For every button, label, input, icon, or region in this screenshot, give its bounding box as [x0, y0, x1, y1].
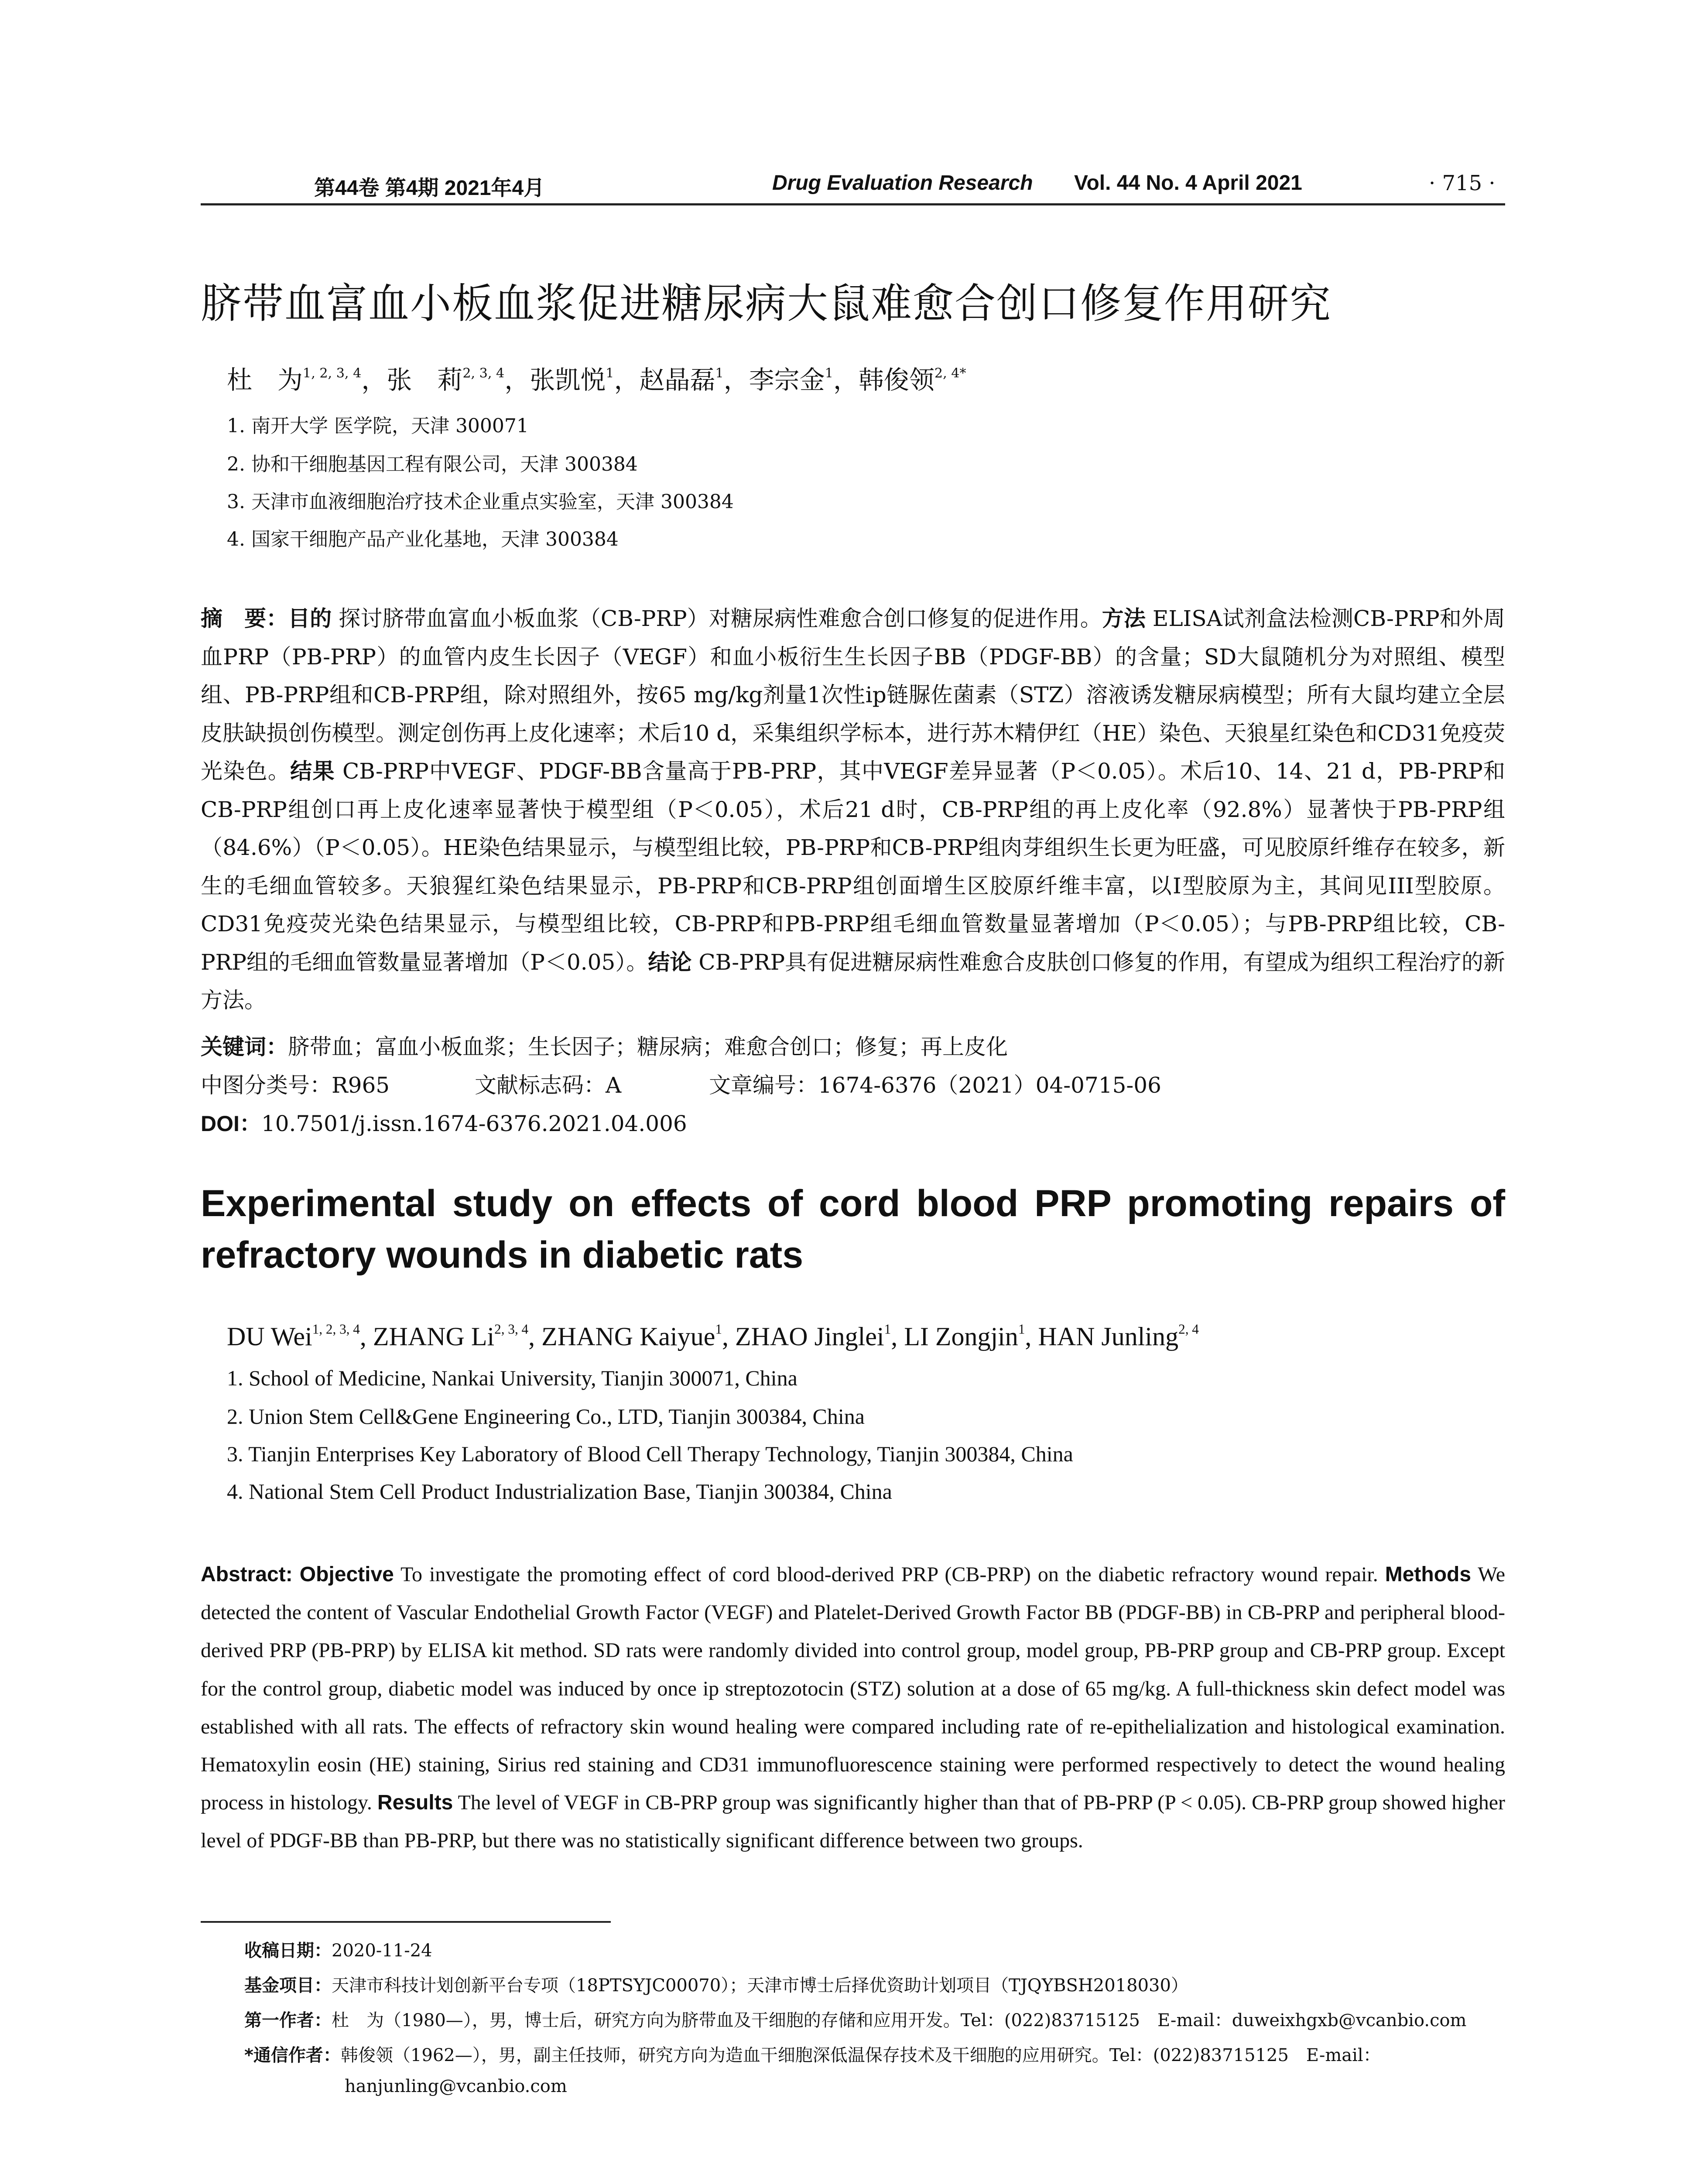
clc-label: 中图分类号： [201, 1073, 332, 1098]
abstract-chinese [201, 600, 1505, 1020]
footnote-fund [244, 1972, 1188, 1996]
author-affil: 1 [715, 366, 724, 381]
author-affil: 1, 2, 3, 4 [303, 366, 362, 381]
author-affil: 2, 3, 4 [494, 1321, 529, 1337]
footnote-first-author [244, 2007, 1466, 2031]
author-name: 张 莉 [387, 365, 463, 395]
author-affil: 1, 2, 3, 4 [312, 1321, 360, 1337]
author-name: ZHANG Li [373, 1322, 495, 1351]
corr-label: *通信作者： [244, 2045, 341, 2065]
author-name: 赵晶磊 [639, 365, 715, 395]
fund-value: 天津市科技计划创新平台专项（18PTSYJC00070）；天津市博士后择优资助计划项目（TJQYBSH2018030） [332, 1976, 1188, 1996]
author-name: DU Wei [227, 1322, 312, 1351]
authors-english: DU Wei$^{1, 2, 3, 4}$, ZHANG Li$^{2, 3, 4}$, ZHANG Kaiyue$^1$, ZHAO Jinglei$^1$, LI Zongjin$^1$, HAN Junling$^{2, 4}$ [227, 1321, 1199, 1351]
title-chinese: 脐带血富血小板血浆促进糖尿病大鼠难愈合创口修复作用研究 [201, 280, 1332, 328]
title-english: Experimental study on effects of cord blood PRP promoting repairs of refractory wounds in diabetic rats [201, 1183, 1505, 1276]
author-name: 韩俊领 [858, 365, 934, 395]
objective-label: Objective [299, 1563, 394, 1586]
author-affil: 1 [715, 1321, 722, 1337]
header-journal: Drug Evaluation Research [772, 171, 1033, 195]
clc-value: R965 [332, 1073, 390, 1098]
received-value: 2020-11-24 [332, 1941, 432, 1961]
keywords-label: 关键词： [201, 1034, 288, 1060]
affiliation-zh: 3. 天津市血液细胞治疗技术企业重点实验室，天津 300384 [227, 491, 734, 513]
header-rule [201, 203, 1505, 205]
author-affil: 1 [606, 366, 614, 381]
author-name: 张凯悦 [530, 365, 606, 395]
fund-label: 基金项目： [244, 1976, 332, 1996]
results-text: CB-PRP中VEGF、PDGF-BB含量高于PB-PRP，其中VEGF差异显著（P＜0.05）。术后10、14、21 d，PB-PRP和CB-PRP组创口再上皮化速率显著快于模型组（P＜0.05），术后21 d时，CB-PRP组的再上皮化率（92.8%）显著快于PB-PRP组（84.6%）（P＜0.05）。HE染色结果显示，与模型组比较，PB-PRP和CB-PRP组肉芽组织生长更为旺盛，可见胶原纤维存在较多，新生的毛细血管较多。天狼猩红染色结果显示，PB-PRP和CB-PRP组创面增生区胶原纤维丰富，以I型胶原为主，其间见III型胶原。CD31免疫荧光染色结果显示，与模型组比较，CB-PRP和PB-PRP组毛细血管数量显著增加（P＜0.05）；与PB-PRP组比较，CB-PRP组的毛细血管数量显著增加（P＜0.05）。 [201, 759, 1506, 975]
keywords-text: 脐带血；富血小板血浆；生长因子；糖尿病；难愈合创口；修复；再上皮化 [288, 1034, 1008, 1060]
first-author-value: 杜 为（1980—），男，博士后，研究方向为脐带血及干细胞的存储和应用开发。Tel：(022)83715125 E-mail：duweixhgxb@vcanbio.com [332, 2010, 1467, 2031]
author-affil: 1 [825, 366, 833, 381]
methods-text: ELISA试剂盒法检测CB-PRP和外周血PRP（PB-PRP）的血管内皮生长因子（VEGF）和血小板衍生生长因子BB（PDGF-BB）的含量；SD大鼠随机分为对照组、模型组、PB-PRP组和CB-PRP组，除对照组外，按65 mg/kg剂量1次性ip链脲佐菌素（STZ）溶液诱发糖尿病模型；所有大鼠均建立全层皮肤缺损创伤模型。测定创伤再上皮化速率；术后10 d，采集组织学标本，进行苏木精伊红（HE）染色、天狼星红染色和CD31免疫荧光染色。 [201, 606, 1505, 784]
corr-value: 韩俊领（1962—），男，副主任技师，研究方向为造血干细胞深低温保存技术及干细胞的应用研究。Tel：(022)83715125 E-mail： [340, 2045, 1381, 2065]
author-affil: 2, 4* [934, 366, 966, 381]
corr-email: hanjunling@vcanbio.com [345, 2076, 567, 2096]
affiliation-en: 3. Tianjin Enterprises Key Laboratory of Blood Cell Therapy Technology, Tianjin 300384, China [227, 1442, 1073, 1466]
doc-label: 文献标志码： [475, 1073, 606, 1098]
classification-line [201, 1068, 390, 1099]
doc-value: A [606, 1073, 622, 1098]
footnote-rule [201, 1921, 611, 1923]
affiliation-en: 2. Union Stem Cell&Gene Engineering Co., LTD, Tianjin 300384, China [227, 1404, 865, 1429]
results-label: 结果 [290, 759, 335, 784]
art-label: 文章编号： [709, 1073, 818, 1098]
art-value: 1674-6376（2021）04-0715-06 [818, 1073, 1161, 1098]
results-text: The level of VEGF in CB-PRP group was significantly higher than that of PB-PRP (P < 0.05). CB-PRP group showed higher level of PDGF-BB than PB-PRP, but there was no statistically significant difference between two groups. [201, 1791, 1506, 1853]
author-name: ZHANG Kaiyue [541, 1322, 715, 1351]
footnote-received [244, 1937, 432, 1962]
objective-text: 探讨脐带血富血小板血浆（CB-PRP）对糖尿病性难愈合创口修复的促进作用。 [339, 606, 1102, 631]
first-author-label: 第一作者： [244, 2010, 332, 2031]
conclusion-label: 结论 [648, 949, 692, 975]
author-affil: 1 [1018, 1321, 1025, 1337]
doi-value: 10.7501/j.issn.1674-6376.2021.04.006 [261, 1111, 687, 1136]
affiliation-en: 1. School of Medicine, Nankai University, Tianjin 300071, China [227, 1366, 798, 1390]
header-issue-en: Vol. 44 No. 4 April 2021 [1074, 171, 1302, 195]
author-name: 李宗金 [749, 365, 825, 395]
abstract-label: 摘 要： [201, 606, 288, 631]
author-name: 杜 为 [227, 365, 303, 395]
objective-label: 目的 [288, 606, 332, 631]
objective-text: To investigate the promoting effect of cord blood-derived PRP (CB-PRP) on the diabetic refractory wound repair. [400, 1563, 1378, 1586]
received-label: 收稿日期： [244, 1941, 332, 1961]
affiliation-zh: 1. 南开大学 医学院，天津 300071 [227, 415, 529, 437]
affiliation-zh: 4. 国家干细胞产品产业化基地，天津 300384 [227, 528, 619, 550]
methods-text: We detected the content of Vascular Endothelial Growth Factor (VEGF) and Platelet-Derived Growth Factor BB (PDGF-BB) in CB-PRP and peripheral blood-derived PRP (PB-PRP) by ELISA kit method. SD rats were randomly divided into control group, model group, PB-PRP group and CB-PRP group. Except for the control group, diabetic model was induced by once ip streptozotocin (STZ) solution at a dose of 65 mg/kg. A full-thickness skin defect model was established with all rats. The effects of refractory skin wound healing were compared including rate of re-epithelialization and histological examination. Hematoxylin eosin (HE) staining, Sirius red staining and CD31 immunofluorescence staining were performed respectively to detect the wound healing process in histology. [201, 1563, 1506, 1815]
results-label: Results [377, 1791, 453, 1815]
author-name: LI Zongjin [904, 1322, 1018, 1351]
author-affil: 2, 4 [1178, 1321, 1199, 1337]
doc-code [475, 1068, 621, 1099]
doi-line [201, 1106, 687, 1138]
keywords-chinese [201, 1029, 1008, 1061]
author-affil: 1 [884, 1321, 891, 1337]
methods-label: Methods [1385, 1563, 1472, 1586]
methods-label: 方法 [1102, 606, 1146, 631]
doi-label: DOI： [201, 1111, 261, 1136]
conclusion-text: CB-PRP具有促进糖尿病性难愈合皮肤创口修复的作用，有望成为组织工程治疗的新方法。 [201, 949, 1505, 1013]
page-number: · 715 · [1429, 171, 1496, 195]
article-number [709, 1068, 1161, 1099]
author-name: ZHAO Jinglei [735, 1322, 884, 1351]
author-affil: 2, 3, 4 [462, 366, 505, 381]
affiliation-en: 4. National Stem Cell Product Industrialization Base, Tianjin 300384, China [227, 1479, 892, 1504]
abstract-label: Abstract: [201, 1563, 293, 1586]
author-name: HAN Junling [1038, 1322, 1179, 1351]
abstract-english [201, 1555, 1505, 1860]
header-issue-cn: 第44卷 第4期 2021年4月 [314, 177, 545, 200]
authors-chinese: 杜 为$^{1, 2, 3, 4}$，张 莉$^{2, 3, 4}$，张凯悦$^1$，赵晶磊$^1$，李宗金$^1$，韩俊领$^{2, 4*}$ [227, 365, 966, 395]
affiliation-zh: 2. 协和干细胞基因工程有限公司，天津 300384 [227, 453, 638, 475]
footnote-corresponding [244, 2041, 1381, 2066]
